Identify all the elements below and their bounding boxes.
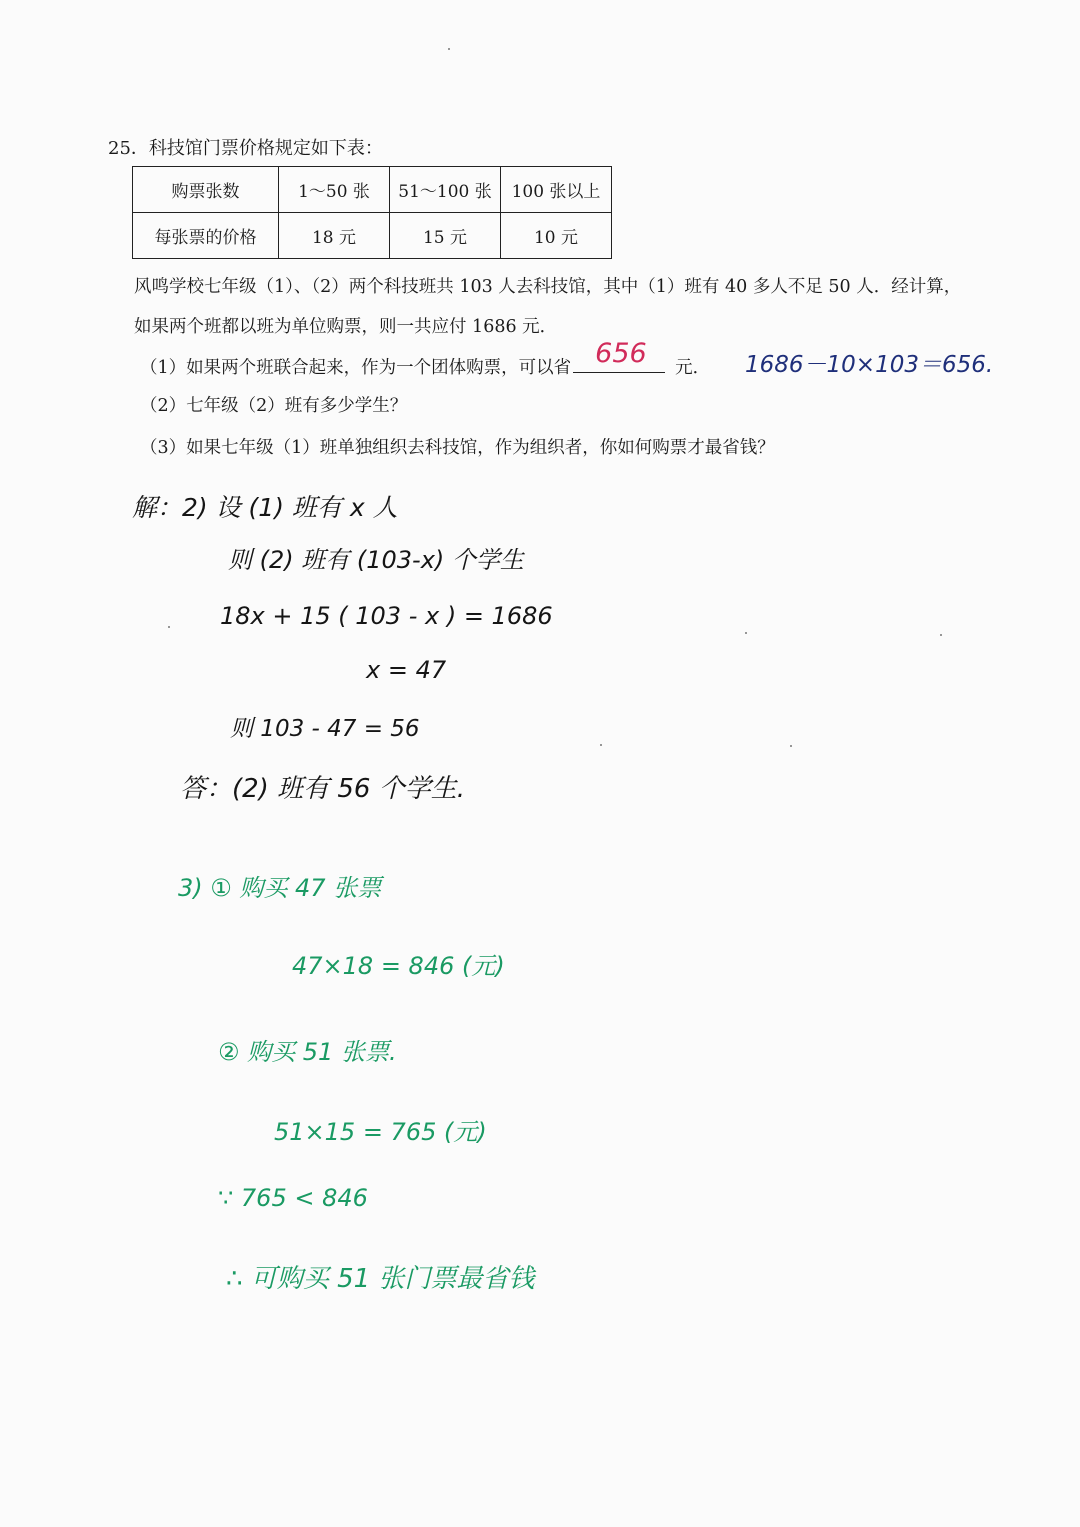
handwritten-line: 则 103 - 47 = 56 [230,716,420,742]
handwritten-line: 答：(2) 班有 56 个学生. [180,774,465,804]
sub-question-1-text: （1）如果两个班联合起来，作为一个团体购票，可以省 [140,358,572,378]
scan-speck [168,626,170,628]
price-table [132,166,612,259]
table-cell: 18 元 [279,213,390,259]
question-title: 25．科技馆门票价格规定如下表： [108,138,383,159]
handwritten-line: 解：2) 设 (1) 班有 x 人 [132,493,398,522]
handwritten-line: ∵ 765 < 846 [218,1184,368,1212]
table-cell: 10 元 [501,213,612,259]
handwritten-line: ② 购买 51 张票. [218,1038,397,1066]
table-cell: 购票张数 [133,167,279,213]
handwritten-side-calc: 1686－10×103＝656. [745,352,994,378]
table-cell: 1～50 张 [279,167,390,213]
scan-speck [448,48,450,50]
handwritten-line: x = 47 [366,656,447,684]
handwritten-line: 18x + 15 ( 103 - x ) = 1686 [220,602,553,630]
table-cell: 15 元 [390,213,501,259]
scan-speck [600,744,602,746]
sub-question-3: （3）如果七年级（1）班单独组织去科技馆，作为组织者，你如何购票才最省钱？ [140,438,775,458]
sub-question-2: （2）七年级（2）班有多少学生？ [140,396,408,416]
sub-question-1 [140,338,711,379]
table-row [133,167,612,213]
handwritten-line: 3) ① 购买 47 张票 [178,874,382,902]
table-row [133,213,612,259]
question-paragraph: 风鸣学校七年级（1）、（2）两个科技班共 103 人去科技馆，其中（1）班有 40 多人不足 50 人．经计算， [134,277,962,297]
scan-speck [745,632,747,634]
handwritten-answer: 656 [595,338,647,369]
sub-question-1-unit: 元． [675,358,711,378]
handwritten-line: 47×18 = 846 (元) [292,952,505,980]
table-cell: 51～100 张 [390,167,501,213]
scan-speck [940,634,942,636]
table-cell: 100 张以上 [501,167,612,213]
handwritten-line: ∴ 可购买 51 张门票最省钱 [226,1264,535,1294]
handwritten-line: 51×15 = 765 (元) [274,1118,487,1146]
scan-speck [790,745,792,747]
handwritten-line: 则 (2) 班有 (103-x) 个学生 [228,546,524,574]
answer-blank [573,338,665,373]
table-cell: 每张票的价格 [133,213,279,259]
question-paragraph: 如果两个班都以班为单位购票，则一共应付 1686 元． [134,317,558,337]
